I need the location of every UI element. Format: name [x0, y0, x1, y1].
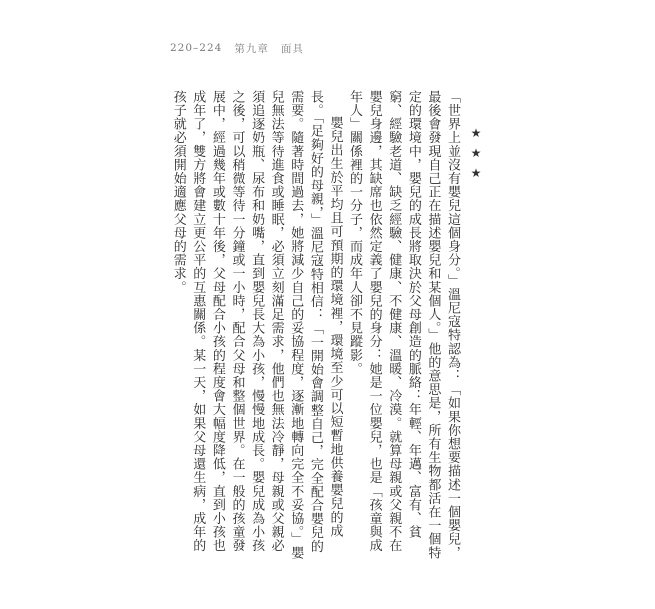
body-text [166, 90, 462, 560]
page-range: 220–224 [170, 42, 223, 54]
running-header [170, 40, 304, 56]
section-title: 面具 [280, 42, 304, 55]
chapter-label: 第九章 [234, 42, 269, 55]
section-separator: ★★★ [469, 126, 483, 186]
paragraph-2: 嬰兒出生於平均且可預期的環境裡，環境至少可以短暫地供養嬰兒的成長。「足夠好的母親，」溫尼寇特相信：「一開始會調整自己，完全配合嬰兒的需要。隨著時間過去，她將減少自己的妥協程度，逐漸地轉向完全不妥協。」嬰兒無法等待進食或睡眠，必須立刻滿足需求，他們也無法冷靜，母親或父親必須追逐奶瓶、尿布和奶嘴，直到嬰兒長大為小孩，慢慢地成長。嬰兒成為小孩之後，可以稍微等待一分鐘或一小時，配合父母和整個世界。在一般的孩童發展中，經過幾年或數十年後，父母配合小孩的程度會大幅度降低，直到小孩也成年了，雙方將會建立更公平的互惠關係。某一天，如果父母還生病，成年的孩子就必須開始適應父母的需求。 [170, 90, 343, 560]
paragraph-1: 「世界上並沒有嬰兒這個身分。」溫尼寇特認為：「如果你想要描述一個嬰兒，最後會發現自己正在描述嬰兒和某個人。」他的意思是，所有生物都活在一個特定的環境中，嬰兒的成長將取決於父母創造的脈絡：年輕、年邁、富有、貧窮、經驗老道、缺乏經驗、健康、不健康、溫暖、冷漠。就算母親或父親不在嬰兒身邊，其缺席也依然定義了嬰兒的身分：她是一位嬰兒，也是「孩童與成年人」關係裡的一分子，而成年人卻不見蹤影。 [347, 90, 460, 560]
